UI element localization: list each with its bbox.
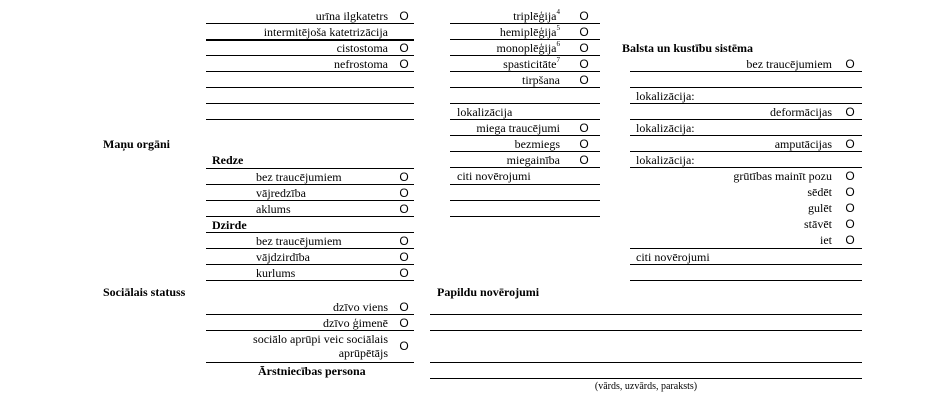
- hard-of-hearing-label: vājdzirdība: [256, 250, 310, 264]
- tingling-label: tirpšana: [522, 73, 560, 87]
- nephrostomy-radio[interactable]: O: [399, 57, 409, 71]
- msk-no-disorder-label: bez traucējumiem: [746, 57, 832, 71]
- social-title: Sociālais statuss: [103, 285, 186, 299]
- footnote-ref: 7: [556, 56, 560, 64]
- blank-line[interactable]: [206, 87, 414, 88]
- monoplegia-label: [452, 40, 560, 56]
- senses-title: Maņu orgāni: [103, 137, 171, 151]
- triplegia-text: triplēģija: [513, 9, 557, 23]
- localization-label: lokalizācija:: [636, 121, 695, 135]
- lives-alone-label: dzīvo viens: [333, 300, 388, 314]
- social-carer-label: sociālo aprūpi veic sociālais aprūpētājs: [253, 332, 388, 360]
- social-carer-radio[interactable]: O: [399, 339, 409, 353]
- msk-no-disorder-radio[interactable]: O: [845, 57, 855, 71]
- lives-with-family-radio[interactable]: O: [399, 316, 409, 330]
- amputations-label: amputācijas: [774, 137, 832, 151]
- medic-label: Ārstniecības persona: [258, 364, 366, 378]
- posture-change-label: grūtības mainīt pozu: [733, 169, 832, 183]
- insomnia-label: bezmiegs: [514, 137, 560, 151]
- footnote-ref: 5: [556, 24, 560, 32]
- localization-label: lokalizācija:: [636, 89, 695, 103]
- vision-no-disorder-radio[interactable]: O: [399, 170, 409, 184]
- lying-label: gulēt: [808, 201, 832, 215]
- localization-label: lokalizācija: [457, 105, 513, 119]
- walking-label: iet: [820, 233, 832, 247]
- lives-with-family-label: dzīvo ģimenē: [323, 316, 388, 330]
- localization-label: lokalizācija:: [636, 153, 695, 167]
- row-divider: [206, 71, 414, 72]
- hearing-no-disorder-radio[interactable]: O: [399, 234, 409, 248]
- row-divider: [450, 87, 600, 88]
- row-divider: [630, 71, 862, 72]
- other-observations-label: citi novērojumi: [457, 169, 531, 183]
- row-divider: [206, 184, 414, 185]
- blindness-radio[interactable]: O: [399, 202, 409, 216]
- lying-radio[interactable]: O: [845, 201, 855, 215]
- tingling-radio[interactable]: O: [579, 73, 589, 87]
- drowsiness-label: miegainība: [506, 153, 560, 167]
- blindness-label: aklums: [256, 202, 291, 216]
- deformations-radio[interactable]: O: [845, 105, 855, 119]
- blank-line[interactable]: [630, 264, 862, 265]
- deafness-radio[interactable]: O: [399, 266, 409, 280]
- hard-of-hearing-radio[interactable]: O: [399, 250, 409, 264]
- extra-observations-title: Papildu novērojumi: [437, 285, 540, 299]
- intermittent-catheterization-label: intermitējoša katetrizācija: [263, 25, 388, 39]
- hearing-title: Dzirde: [212, 218, 247, 232]
- spasticity-label: [452, 56, 560, 72]
- row-divider: [206, 280, 414, 281]
- deafness-label: kurlums: [256, 266, 296, 280]
- monoplegia-radio[interactable]: O: [579, 41, 589, 55]
- insomnia-radio[interactable]: O: [579, 137, 589, 151]
- row-divider: [206, 248, 414, 249]
- hemiplegia-radio[interactable]: O: [579, 25, 589, 39]
- blank-line[interactable]: [206, 103, 414, 104]
- notes-line[interactable]: [430, 314, 862, 315]
- blank-line[interactable]: [630, 280, 862, 281]
- urine-catheter-radio[interactable]: O: [399, 9, 409, 23]
- footnote-ref: 6: [556, 40, 560, 48]
- musculoskeletal-title: Balsta un kustību sistēma: [622, 41, 754, 55]
- triplegia-radio[interactable]: O: [579, 9, 589, 23]
- standing-label: stāvēt: [804, 217, 832, 231]
- vision-title: Redze: [212, 153, 244, 167]
- sitting-label: sēdēt: [807, 185, 832, 199]
- notes-line[interactable]: [430, 362, 862, 363]
- hearing-no-disorder-label: bez traucējumiem: [256, 234, 342, 248]
- blank-line[interactable]: [206, 119, 414, 120]
- amputations-radio[interactable]: O: [845, 137, 855, 151]
- sleep-disorder-radio[interactable]: O: [579, 121, 589, 135]
- signature-line[interactable]: [430, 378, 862, 379]
- footnote-ref: 4: [556, 8, 560, 16]
- deformations-label: deformācijas: [770, 105, 832, 119]
- cystostomy-label: cistostoma: [336, 41, 388, 55]
- low-vision-radio[interactable]: O: [399, 186, 409, 200]
- row-divider: [206, 330, 414, 331]
- hemiplegia-label: [452, 24, 560, 40]
- monoplegia-text: monoplēģija: [496, 41, 557, 55]
- cystostomy-radio[interactable]: O: [399, 41, 409, 55]
- blank-line[interactable]: [450, 200, 600, 201]
- vision-no-disorder-label: bez traucējumiem: [256, 170, 342, 184]
- drowsiness-radio[interactable]: O: [579, 153, 589, 167]
- row-divider: [206, 264, 414, 265]
- urine-catheter-label: urīna ilgkatetrs: [315, 9, 388, 23]
- sleep-disorder-label: miega traucējumi: [476, 121, 560, 135]
- sitting-radio[interactable]: O: [845, 185, 855, 199]
- standing-radio[interactable]: O: [845, 217, 855, 231]
- spasticity-radio[interactable]: O: [579, 57, 589, 71]
- nephrostomy-label: nefrostoma: [334, 57, 388, 71]
- signature-caption: (vārds, uzvārds, paraksts): [594, 381, 698, 392]
- triplegia-label: [452, 8, 560, 24]
- notes-line[interactable]: [430, 330, 862, 331]
- posture-change-radio[interactable]: O: [845, 169, 855, 183]
- blank-line[interactable]: [450, 216, 600, 217]
- low-vision-label: vājredzība: [256, 186, 306, 200]
- row-divider: [206, 200, 414, 201]
- other-observations-label: citi novērojumi: [636, 250, 710, 264]
- spasticity-text: spasticitāte: [503, 57, 557, 71]
- walking-radio[interactable]: O: [845, 233, 855, 247]
- hemiplegia-text: hemiplēģija: [499, 25, 557, 39]
- blank-line[interactable]: [450, 184, 600, 185]
- lives-alone-radio[interactable]: O: [399, 300, 409, 314]
